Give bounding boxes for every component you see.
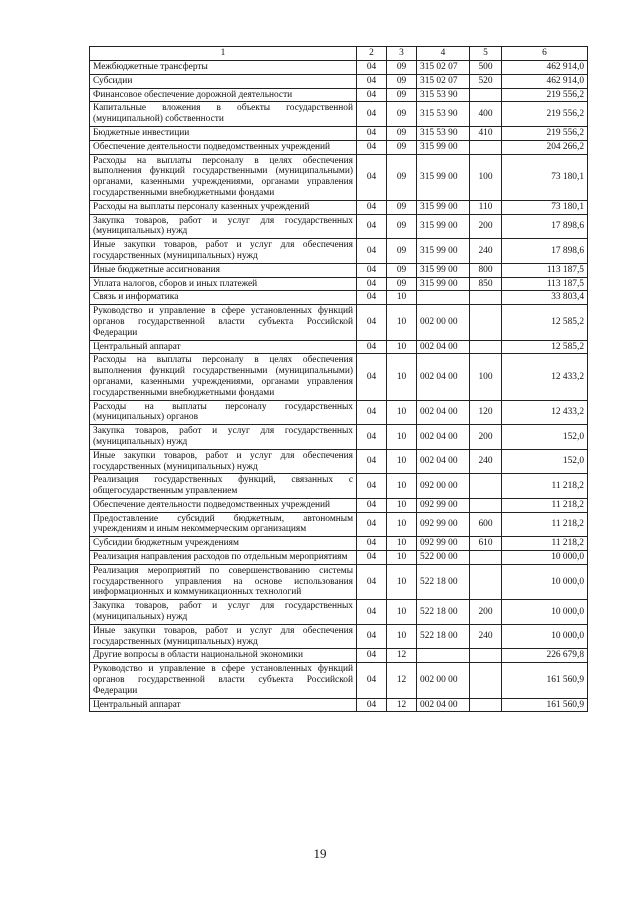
row-section: 04 [357,425,387,450]
row-amount: 226 679,8 [502,649,588,663]
row-subsection: 10 [387,498,417,512]
row-section: 04 [357,305,387,340]
row-name: Иные закупки товаров, работ и услуг для обеспечения государственных (муниципальных) нужд [90,239,357,264]
row-section: 04 [357,239,387,264]
row-section: 04 [357,340,387,354]
row-target-item: 315 99 00 [417,214,470,239]
row-amount: 113 187,5 [502,263,588,277]
row-target-item: 522 18 00 [417,564,470,599]
row-amount: 462 914,0 [502,61,588,75]
table-row [90,624,588,649]
row-name: Руководство и управление в сфере установленных функций органов государственной власти субъекта Российской Федерации [90,305,357,340]
row-amount: 17 898,6 [502,214,588,239]
row-subsection: 10 [387,340,417,354]
row-amount: 12 585,2 [502,305,588,340]
row-expense-type: 520 [470,74,502,88]
row-expense-type [470,551,502,565]
row-subsection: 12 [387,649,417,663]
col-header-section: 2 [357,47,387,61]
row-target-item [417,291,470,305]
row-expense-type [470,305,502,340]
row-amount: 33 803,4 [502,291,588,305]
row-name: Закупка товаров, работ и услуг для государственных (муниципальных) нужд [90,214,357,239]
row-target-item: 092 99 00 [417,498,470,512]
row-amount: 10 000,0 [502,600,588,625]
row-amount: 219 556,2 [502,88,588,102]
table-row [90,291,588,305]
row-amount: 12 433,2 [502,400,588,425]
row-expense-type [470,649,502,663]
row-expense-type [470,474,502,499]
row-section: 04 [357,88,387,102]
row-target-item: 522 18 00 [417,624,470,649]
row-name: Закупка товаров, работ и услуг для государственных (муниципальных) нужд [90,600,357,625]
row-subsection: 09 [387,102,417,127]
row-subsection: 10 [387,354,417,400]
row-name: Расходы на выплаты персоналу в целях обеспечения выполнения функций государственными (муниципальными) органами, казенными учреждениями, органами управления государственными внебюджетными фондами [90,354,357,400]
row-expense-type: 200 [470,600,502,625]
row-target-item: 092 99 00 [417,537,470,551]
row-amount: 73 180,1 [502,154,588,200]
table-row [90,400,588,425]
row-section: 04 [357,551,387,565]
table-row [90,154,588,200]
row-amount: 10 000,0 [502,551,588,565]
row-subsection: 10 [387,600,417,625]
row-expense-type [470,698,502,712]
row-amount: 11 218,2 [502,512,588,537]
row-target-item: 315 99 00 [417,277,470,291]
row-name: Капитальные вложения в объекты государственной (муниципальной) собственности [90,102,357,127]
row-expense-type [470,291,502,305]
row-target-item: 002 00 00 [417,663,470,698]
row-name: Связь и информатика [90,291,357,305]
table-row [90,698,588,712]
row-section: 04 [357,449,387,474]
row-name: Межбюджетные трансферты [90,61,357,75]
row-name: Иные бюджетные ассигнования [90,263,357,277]
row-subsection: 10 [387,551,417,565]
row-section: 04 [357,649,387,663]
row-target-item: 002 00 00 [417,305,470,340]
table-row [90,425,588,450]
table-row [90,474,588,499]
row-target-item: 002 04 00 [417,425,470,450]
table-row [90,564,588,599]
row-amount: 11 218,2 [502,537,588,551]
row-expense-type: 850 [470,277,502,291]
row-section: 04 [357,214,387,239]
row-section: 04 [357,624,387,649]
row-expense-type: 240 [470,239,502,264]
row-target-item: 092 99 00 [417,512,470,537]
table-row [90,354,588,400]
row-subsection: 10 [387,474,417,499]
table-row [90,649,588,663]
table-row [90,537,588,551]
row-name: Предоставление субсидий бюджетным, автономным учреждениям и иным некоммерческим организациям [90,512,357,537]
row-amount: 10 000,0 [502,624,588,649]
row-name: Расходы на выплаты персоналу казенных учреждений [90,200,357,214]
row-section: 04 [357,400,387,425]
row-amount: 12 585,2 [502,340,588,354]
col-header-expense-type: 5 [470,47,502,61]
row-expense-type: 240 [470,624,502,649]
row-section: 04 [357,126,387,140]
col-header-amount: 6 [502,47,588,61]
row-name: Уплата налогов, сборов и иных платежей [90,277,357,291]
row-subsection: 09 [387,88,417,102]
row-subsection: 09 [387,214,417,239]
table-row [90,74,588,88]
row-target-item: 315 53 90 [417,102,470,127]
row-amount: 219 556,2 [502,102,588,127]
row-target-item: 315 02 07 [417,74,470,88]
row-target-item [417,649,470,663]
row-amount: 219 556,2 [502,126,588,140]
row-name: Реализация направления расходов по отдельным мероприятиям [90,551,357,565]
table-row [90,512,588,537]
row-expense-type: 110 [470,200,502,214]
row-section: 04 [357,74,387,88]
row-section: 04 [357,61,387,75]
row-subsection: 09 [387,74,417,88]
table-row [90,663,588,698]
table-row [90,200,588,214]
row-expense-type: 800 [470,263,502,277]
row-amount: 152,0 [502,425,588,450]
table-row [90,61,588,75]
table-row [90,551,588,565]
row-expense-type: 100 [470,154,502,200]
row-amount: 11 218,2 [502,498,588,512]
row-expense-type [470,564,502,599]
row-subsection: 12 [387,698,417,712]
row-section: 04 [357,663,387,698]
row-target-item: 315 99 00 [417,154,470,200]
row-section: 04 [357,600,387,625]
row-name: Обеспечение деятельности подведомственных учреждений [90,498,357,512]
row-target-item: 315 99 00 [417,200,470,214]
row-name: Расходы на выплаты персоналу государственных (муниципальных) органов [90,400,357,425]
row-expense-type: 100 [470,354,502,400]
table-body [90,61,588,712]
page-number: 19 [313,846,327,861]
row-subsection: 10 [387,449,417,474]
row-expense-type: 200 [470,214,502,239]
row-target-item: 002 04 00 [417,449,470,474]
row-section: 04 [357,200,387,214]
row-name: Центральный аппарат [90,340,357,354]
table-row [90,449,588,474]
row-name: Руководство и управление в сфере установленных функций органов государственной власти субъекта Российской Федерации [90,663,357,698]
row-name: Финансовое обеспечение дорожной деятельности [90,88,357,102]
table-row [90,140,588,154]
row-name: Субсидии [90,74,357,88]
table-row [90,263,588,277]
table-row [90,214,588,239]
row-target-item: 315 99 00 [417,263,470,277]
row-subsection: 09 [387,263,417,277]
row-amount: 152,0 [502,449,588,474]
table-row [90,88,588,102]
row-section: 04 [357,102,387,127]
row-name: Реализация мероприятий по совершенствованию системы государственного управления на основе использования информационных и коммуникационных технологий [90,564,357,599]
row-subsection: 09 [387,277,417,291]
row-target-item: 002 04 00 [417,340,470,354]
row-expense-type [470,140,502,154]
row-section: 04 [357,698,387,712]
row-section: 04 [357,537,387,551]
row-amount: 204 266,2 [502,140,588,154]
budget-table [89,46,588,712]
table-row [90,498,588,512]
row-expense-type [470,88,502,102]
row-amount: 17 898,6 [502,239,588,264]
row-amount: 11 218,2 [502,474,588,499]
row-subsection: 12 [387,663,417,698]
row-name: Реализация государственных функций, связанных с общегосударственным управлением [90,474,357,499]
row-subsection: 10 [387,400,417,425]
table-row [90,239,588,264]
row-subsection: 09 [387,154,417,200]
row-subsection: 10 [387,537,417,551]
row-section: 04 [357,291,387,305]
row-expense-type: 610 [470,537,502,551]
table-row [90,277,588,291]
row-section: 04 [357,564,387,599]
row-expense-type: 600 [470,512,502,537]
table-row [90,600,588,625]
row-name: Расходы на выплаты персоналу в целях обеспечения выполнения функций государственными (муниципальными) органами, казенными учреждениями, органами управления государственными внебюджетными фондами [90,154,357,200]
table-row [90,305,588,340]
row-target-item: 315 53 90 [417,88,470,102]
row-subsection: 10 [387,291,417,305]
row-target-item: 002 04 00 [417,400,470,425]
row-amount: 12 433,2 [502,354,588,400]
row-subsection: 10 [387,624,417,649]
row-amount: 73 180,1 [502,200,588,214]
row-section: 04 [357,154,387,200]
col-header-subsection: 3 [387,47,417,61]
row-section: 04 [357,277,387,291]
row-section: 04 [357,263,387,277]
row-section: 04 [357,512,387,537]
row-subsection: 09 [387,126,417,140]
table-row [90,102,588,127]
row-name: Другие вопросы в области национальной экономики [90,649,357,663]
row-target-item: 522 00 00 [417,551,470,565]
row-amount: 161 560,9 [502,698,588,712]
row-subsection: 10 [387,305,417,340]
col-header-target-item: 4 [417,47,470,61]
row-amount: 161 560,9 [502,663,588,698]
row-name: Субсидии бюджетным учреждениям [90,537,357,551]
table-row [90,340,588,354]
row-subsection: 09 [387,61,417,75]
row-expense-type [470,663,502,698]
row-name: Центральный аппарат [90,698,357,712]
row-expense-type: 240 [470,449,502,474]
row-amount: 113 187,5 [502,277,588,291]
row-expense-type: 200 [470,425,502,450]
row-subsection: 09 [387,239,417,264]
row-amount: 462 914,0 [502,74,588,88]
row-target-item: 002 04 00 [417,354,470,400]
row-expense-type: 410 [470,126,502,140]
row-section: 04 [357,474,387,499]
header-row [90,47,588,61]
row-subsection: 10 [387,512,417,537]
row-name: Обеспечение деятельности подведомственных учреждений [90,140,357,154]
row-target-item: 315 99 00 [417,239,470,264]
row-name: Иные закупки товаров, работ и услуг для обеспечения государственных (муниципальных) нужд [90,449,357,474]
row-amount: 10 000,0 [502,564,588,599]
row-expense-type: 400 [470,102,502,127]
row-subsection: 09 [387,200,417,214]
row-name: Иные закупки товаров, работ и услуг для обеспечения государственных (муниципальных) нужд [90,624,357,649]
table-row [90,126,588,140]
row-target-item: 315 02 07 [417,61,470,75]
row-target-item: 092 00 00 [417,474,470,499]
row-subsection: 09 [387,140,417,154]
row-section: 04 [357,140,387,154]
row-subsection: 10 [387,425,417,450]
row-section: 04 [357,354,387,400]
row-target-item: 315 99 00 [417,140,470,154]
row-name: Закупка товаров, работ и услуг для государственных (муниципальных) нужд [90,425,357,450]
row-target-item: 522 18 00 [417,600,470,625]
row-target-item: 315 53 90 [417,126,470,140]
row-name: Бюджетные инвестиции [90,126,357,140]
row-target-item: 002 04 00 [417,698,470,712]
row-subsection: 10 [387,564,417,599]
row-section: 04 [357,498,387,512]
row-expense-type [470,340,502,354]
row-expense-type: 500 [470,61,502,75]
row-expense-type: 120 [470,400,502,425]
row-expense-type [470,498,502,512]
col-header-name: 1 [90,47,357,61]
